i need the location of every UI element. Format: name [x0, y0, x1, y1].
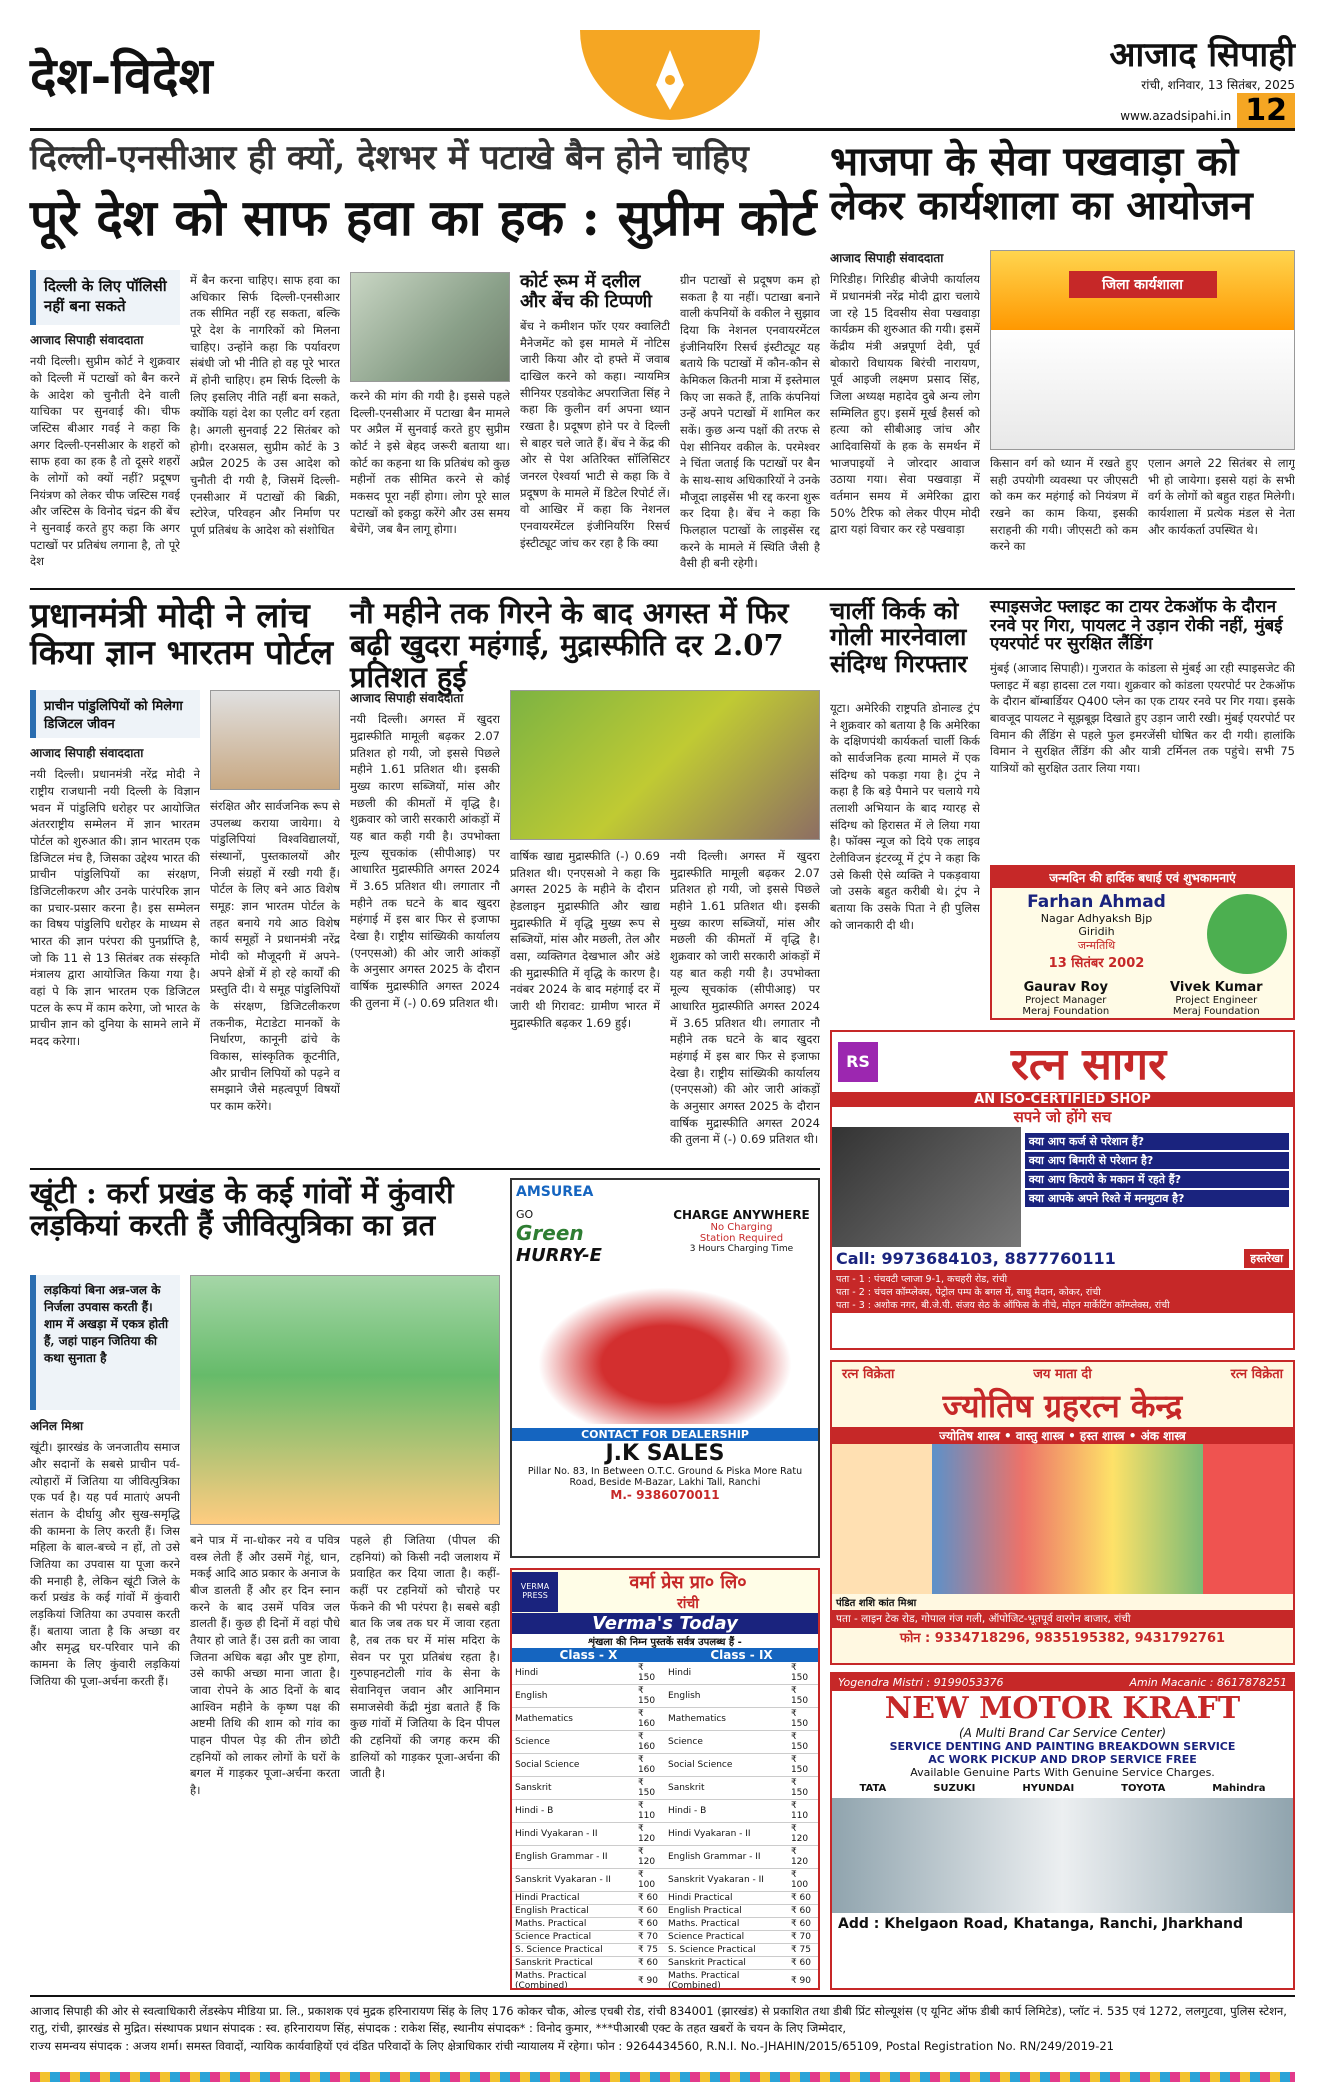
- ratna-photo: [832, 1127, 1021, 1247]
- workshop-banner: जिला कार्यशाला: [1069, 271, 1217, 298]
- birthday-dob: 13 सितंबर 2002: [1048, 956, 1145, 971]
- motor-line1: SERVICE DENTING AND PAINTING BREAKDOWN SERVICE: [889, 1740, 1236, 1753]
- inflation-col1: [350, 690, 500, 1160]
- ratna-addr3: पता - 3 : अशोक नगर, बी.जे.पी. संजय सेठ के ऑफिस के नीचे, मोहन मार्केटिंग कॉम्प्लेक्स, रांची: [836, 1300, 1170, 1311]
- imprint-line2: राज्य समन्वय संपादक : अजय शर्मा। समस्त विवादों, न्यायिक कार्यवाहियों एवं दंडित परिवादों के लिए क्षेत्राधिकार रांची न्यायालय में रहेगा। फोन : 9264434560, R.N.I. No.-JHAHIN/2015/65109, Postal Registration No. RN/249/2019-21: [30, 2038, 1114, 2053]
- scooter-ad: [510, 1178, 820, 1558]
- price-row: [512, 1931, 818, 1944]
- price-cell: Maths. Practical (Combined): [512, 1970, 635, 1991]
- price-cell: ₹ 75: [635, 1944, 665, 1957]
- ratna-tag: AN ISO-CERTIFIED SHOP: [832, 1092, 1293, 1107]
- birthday-title: जन्मदिन की हार्दिक बधाई एवं शुभकामनाएं: [992, 867, 1293, 888]
- price-row: [512, 1905, 818, 1918]
- section-title: देश-विदेश: [30, 46, 213, 105]
- brand-name: आजाद सिपाही: [1109, 35, 1295, 75]
- scooter-contact: CONTACT FOR DEALERSHIP: [512, 1428, 818, 1441]
- inflation-body1: नयी दिल्ली। अगस्त में खुदरा मुद्रास्फीति मामूली बढ़कर 2.07 प्रतिशत हो गयी, जो इससे पिछले महीने 1.61 प्रतिशत थी। इसकी मुख्य कारण सब्जियों, मांस और मछली की कीमतों में वृद्धि है। शुक्रवार को जारी सरकारी आंकड़ों में यह बात कही गयी है। उपभोक्ता मूल्य सूचकांक (सीपीआइ) पर आधारित मुद्रास्फीति अगस्त 2024 में 3.65 प्रतिशत थी। लगातार नौ महीने तक घटने के बाद खुदरा महंगाई में इस बार फिर से इजाफा देखा है। राष्ट्रीय सांख्यिकी कार्यालय (एनएसओ) की ओर जारी आंकड़ों के अनुसार अगस्त 2025 के दौरान वार्षिक मुद्रास्फीति अगस्त 2024 की तुलना में (-) 0.69 प्रतिशत थी।: [350, 712, 500, 1010]
- gyan-body2: संरक्षित और सार्वजनिक रूप से उपलब्ध कराया जायेगा। ये पांडुलिपियां विश्वविद्यालयों, संस्थानों, पुस्तकालयों और निजी संग्रहों में रखी गयी हैं। पोर्टल के लिए बने आठ विशेष समूह: ज्ञान भारतम पोर्टल के तहत बनाये गये आठ विशेष कार्य समूहों ने प्रधानमंत्री नरेंद्र मोदी को मौजूदगी में अपने-अपने क्षेत्रों में हो रहे कार्यों की प्रस्तुति दी। ये समूह पांडुलिपियों के संरक्षण, डिजिटलीकरण तकनीक, मेटाडेटा मानकों के निर्धारण, कानूनी ढांचे के विकास, सांस्कृतिक कूटनीति, और प्राचीन लिपियों को पढ़ने व समझाने जैसे महत्वपूर्ण विषयों पर काम करेंगे।: [210, 799, 340, 1114]
- page-number: 12: [1237, 93, 1295, 128]
- price-cell: Science Practical: [512, 1931, 635, 1944]
- scooter-model: HURRY-E: [516, 1245, 602, 1266]
- ratna-q4: क्या आपके अपने रिश्ते में मनमुटाव है?: [1025, 1190, 1289, 1207]
- price-cell: Hindi: [665, 1662, 788, 1685]
- birthday-ad: [990, 865, 1295, 1020]
- jyotish-ad: [830, 1360, 1295, 1665]
- price-row: [512, 1846, 818, 1869]
- bjp-body3: एलान अगले 22 सितंबर से लागू भी हो जायेगा। इससे यहां के सभी वर्ग के लोगों को बहुत राहत मिलेगी। कार्यशाला में प्रत्येक मंडल से नेता और कार्यकर्ता उपस्थित थे।: [1148, 456, 1295, 537]
- ratna-q2: क्या आप बिमारी से परेशान है?: [1025, 1152, 1289, 1169]
- price-cell: ₹ 160: [635, 1731, 665, 1754]
- vegetable-market-photo: [510, 690, 820, 840]
- inflation-byline: आजाद सिपाही संवाददाता: [350, 691, 464, 705]
- scooter-dealer: J.K SALES: [605, 1441, 725, 1466]
- ratna-q1: क्या आप कर्ज से परेशान हैं?: [1025, 1133, 1289, 1150]
- scooter-brand: AMSUREA: [516, 1184, 594, 1200]
- price-row: [512, 1957, 818, 1970]
- lead-note: दिल्ली के लिए पॉलिसी नहीं बना सकते: [30, 270, 180, 325]
- price-cell: Science: [665, 1731, 788, 1754]
- motor-mistri[interactable]: Yogendra Mistri : 9199053376: [838, 1676, 1004, 1689]
- price-cell: ₹ 150: [635, 1685, 665, 1708]
- price-cell: English: [512, 1685, 635, 1708]
- gemstones-image: [932, 1444, 1203, 1594]
- footer-color-strip: [30, 2072, 1295, 2082]
- price-cell: Maths. Practical (Combined): [665, 1970, 788, 1991]
- modi-photo: [210, 690, 340, 790]
- price-cell: ₹ 90: [788, 1970, 818, 1991]
- wish2-role: Project Engineer: [1175, 995, 1258, 1006]
- masthead-rule: [30, 128, 1295, 131]
- price-cell: ₹ 150: [788, 1708, 818, 1731]
- motor-brands: [832, 1779, 1293, 1798]
- price-cell: Hindi Vyakaran - II: [665, 1823, 788, 1846]
- birthday-place: Giridih: [1078, 925, 1115, 938]
- price-cell: Hindi Practical: [665, 1892, 788, 1905]
- price-cell: English: [665, 1685, 788, 1708]
- price-cell: ₹ 150: [788, 1662, 818, 1685]
- jitiya-body2: बने पात्र में ना-धोकर नये व पवित्र वस्त्र लेती हैं और उसमें गेहूं, धान, मकई आदि आठ प्रकार के अनाज के बीज डालती हैं और हर दिन स्नान करने के बाद उसमें पवित्र जल डालती हैं। कुछ ही दिनों में वहां पौधे तैयार हो जाते हैं। उस व्रती का जावा जितना अधिक बढ़ा और पुष्ट होगा, उसे काफी अच्छा माना जाता है। जावा रोपने के आठ दिनों के बाद आश्विन महीने के कृष्ण पक्ष की अष्टमी तिथि की शाम को गांव का पाहन पीपल पेड़ की तीन छोटी टहनियों को लाकर लोगों के घरों के बगल में गाड़कर पूजा-अर्चना करता है।: [190, 1533, 340, 1798]
- price-cell: Science: [512, 1731, 635, 1754]
- masthead-brand: [1110, 30, 1295, 128]
- motor-sub: (A Multi Brand Car Service Center): [958, 1726, 1167, 1740]
- scooter-charge-sub3: 3 Hours Charging Time: [689, 1244, 794, 1254]
- motor-kraft-ad: [830, 1672, 1295, 1990]
- price-cell: ₹ 160: [635, 1754, 665, 1777]
- price-cell: ₹ 120: [788, 1846, 818, 1869]
- birthday-portrait: [1207, 894, 1287, 974]
- price-cell: ₹ 60: [635, 1892, 665, 1905]
- price-cell: Hindi - B: [665, 1800, 788, 1823]
- jitiya-note: लड़कियां बिना अन्न-जल के निर्जला उपवास करती हैं। शाम में अखड़ा में एकत्र होती हैं, जहां पाहन जितिया की कथा सुनाता है: [30, 1275, 180, 1410]
- price-cell: Sanskrit Vyakaran - II: [665, 1869, 788, 1892]
- price-cell: ₹ 60: [788, 1918, 818, 1931]
- inflation-body1b: नयी दिल्ली। अगस्त में खुदरा मुद्रास्फीति मामूली बढ़कर 2.07 प्रतिशत हो गयी, जो इससे पिछले महीने 1.61 प्रतिशत थी। इसकी मुख्य कारण सब्जियों, मांस और मछली की कीमतों में वृद्धि है। शुक्रवार को जारी सरकारी आंकड़ों में यह बात कही गयी है। उपभोक्ता मूल्य सूचकांक (सीपीआइ) पर आधारित मुद्रास्फीति अगस्त 2024 में 3.65 प्रतिशत थी। लगातार नौ महीने तक घटने के बाद खुदरा महंगाई में इस बार फिर से इजाफा देखा है। राष्ट्रीय सांख्यिकी कार्यालय (एनएसओ) की ओर जारी आंकड़ों के अनुसार अगस्त 2025 के दौरान वार्षिक मुद्रास्फीति अगस्त 2024 की तुलना में (-) 0.69 प्रतिशत थी।: [670, 849, 820, 1147]
- birthday-dob-label: जन्मतिथि: [1077, 939, 1116, 952]
- gyan-body1: नयी दिल्ली। प्रधानमंत्री नरेंद्र मोदी ने राष्ट्रीय राजधानी नयी दिल्ली के विज्ञान भवन में पांडुलिपि धरोहर पर आयोजित अंतरराष्ट्रीय सम्मेलन में ज्ञान भारतम पोर्टल को शुरुआत की। ज्ञान भारतम एक डिजिटल मंच है, जिसका उद्देश्य भारत की प्राचीन पांडुलिपियों का संरक्षण, डिजिटलीकरण और उनके पारंपरिक ज्ञान का प्रचार-प्रसार करना है। इस सम्मेलन का विषय पांडुलिपि धरोहर के माध्यम से भारत की ज्ञान परंपरा की पुनर्प्राप्ति है, जो कि 11 से 13 सितंबर तक संस्कृति मंत्रालय द्वारा आयोजित किया गया है। वहां पे कि ज्ञान भारतम एक डिजिटल पटल के रूप में काम करेगा, जो भारत के प्राचीन ज्ञान को दुनिया के सामने लाने में मदद करेगा।: [30, 767, 200, 1049]
- jyotish-top-left: रत्न विक्रेता: [842, 1367, 895, 1382]
- price-cell: ₹ 70: [788, 1931, 818, 1944]
- jyotish-top-mid: जय माता दी: [1033, 1367, 1092, 1382]
- lead-body4: बेंच ने कमीशन फॉर एयर क्वालिटी मैनेजमेंट को इस मामले में नोटिस जारी किया और दो हफ्ते में जवाब दाखिल करने को कहा। न्यायमित्र सीनियर एडवोकेट अपराजिता सिंह ने कहा कि कुलीन वर्ग अपना ध्यान रखता है। प्रदूषण होने पर वे दिल्ली से बाहर चले जाते हैं। बेंच ने केंद्र की ओर से पेश अतिरिक्त सॉलिसिटर जनरल ऐश्वर्या भाटी से कहा कि वे प्रदूषण के मामले में डिटेल रिपोर्ट लें। वो आखिर में कहा कि नेशनल एनवायरमेंटल इंजीनियरिंग रिसर्च इंस्टीट्यूट जांच कर रहा है कि क्या: [520, 319, 670, 550]
- divider: [30, 588, 1295, 590]
- scooter-charge-sub1: No Charging: [710, 1222, 773, 1233]
- imprint-footer: [30, 1995, 1295, 2055]
- price-cell: English Practical: [665, 1905, 788, 1918]
- price-cell: English Practical: [512, 1905, 635, 1918]
- verma-class-x: Class - X: [559, 1648, 618, 1662]
- verma-sub: शृंखला की निम्न पुस्तकें सर्वत्र उपलब्ध हैं -: [588, 1637, 742, 1648]
- kirk-headline: चार्ली किर्क को गोली मारनेवाला संदिग्ध गिरफ्तार: [830, 596, 968, 678]
- price-cell: ₹ 60: [788, 1892, 818, 1905]
- ratna-slogan: सपने जो होंगे सच: [1013, 1108, 1112, 1126]
- motor-line2: AC WORK PICKUP AND DROP SERVICE FREE: [928, 1753, 1197, 1766]
- scooter-image: [516, 1274, 814, 1424]
- brand-tata: TATA: [859, 1783, 887, 1794]
- verma-class-ix: Class - IX: [710, 1648, 773, 1662]
- ratna-q3: क्या आप किराये के मकान में रहते हैं?: [1025, 1171, 1289, 1188]
- price-cell: ₹ 75: [788, 1944, 818, 1957]
- jyotish-top-right: रत्न विक्रेता: [1230, 1367, 1283, 1382]
- lead-body5: ग्रीन पटाखों से प्रदूषण कम हो सकता है या नहीं। पटाखा बनाने वाली कंपनियों के वकील ने सुझाव दिया कि नेशनल एनवायरमेंटल इंजीनियरिंग रिसर्च इंस्टीट्यूट यह बताये कि पटाखों में कौन-कौन से केमिकल कितनी मात्रा में इस्तेमाल किए जा सकते हैं, ताकि कंपनियां उन्हें अपने पटाखों में शामिल कर सकें। कुछ अन्य पक्षों की तरफ से पेश सीनियर वकील के. परमेश्वर ने चिंता जताई कि पटाखों पर बैन के साथ-साथ अधिकारियों ने उनके मौजूदा लाइसेंस भी रद्द करना शुरू कर दिया है। बेंच ने कहा कि फिलहाल पटाखों के लाइसेंस रद्द करने के मामले में स्थिति जैसी है वैसी ही बनी रहेगी।: [680, 273, 820, 571]
- price-cell: Sanskrit Vyakaran - II: [512, 1869, 635, 1892]
- price-cell: ₹ 60: [788, 1905, 818, 1918]
- price-cell: Mathematics: [512, 1708, 635, 1731]
- motor-mechanic[interactable]: Amin Macanic : 8617878251: [1129, 1676, 1287, 1689]
- site-url[interactable]: www.azadsipahi.in: [1120, 109, 1232, 123]
- price-cell: ₹ 120: [788, 1823, 818, 1846]
- price-row: [512, 1944, 818, 1957]
- spicejet-body: मुंबई (आजाद सिपाही)। गुजरात के कांडला से मुंबई आ रही स्पाइसजेट की फ्लाइट में बड़ा हादसा टल गया। शुक्रवार को कांडला एयरपोर्ट पर टेकऑफ के दौरान बॉम्बार्डियर Q400 प्लेन का एक टायर रनवे पर गिर गया। इसके बावजूद पायलट ने सूझबूझ दिखाते हुए उड़ान जारी रखी। मुंबई एयरपोर्ट पर विमान की लैंडिंग से पहले फुल इमरजेंसी घोषित कर दी गयी। हालांकि विमान ने सुरक्षित लैंडिंग की और यात्री टर्मिनल तक पहुंचे। सभी 75 यात्रियों को सुरक्षित उतार लिया गया।: [990, 661, 1295, 776]
- price-cell: ₹ 120: [635, 1846, 665, 1869]
- price-row: [512, 1777, 818, 1800]
- price-row: [512, 1970, 818, 1991]
- price-row: [512, 1869, 818, 1892]
- price-cell: ₹ 150: [788, 1754, 818, 1777]
- scooter-green: Green: [516, 1221, 584, 1245]
- bjp-byline: आजाद सिपाही संवाददाता: [830, 251, 944, 265]
- verma-price-table: [512, 1662, 818, 1990]
- scooter-charge-title: CHARGE ANYWHERE: [673, 1208, 810, 1222]
- lead-byline: आजाद सिपाही संवाददाता: [30, 333, 144, 347]
- brand-hyundai: HYUNDAI: [1022, 1783, 1075, 1794]
- ratna-brand-mark: हस्तरेखा: [1244, 1249, 1289, 1268]
- kirk-body: यूटा। अमेरिकी राष्ट्रपति डोनाल्ड ट्रंप ने शुक्रवार को बताया है कि अमेरिका के दक्षिणपंथी कार्यकर्ता चार्ली किर्क को सार्वजनिक हत्या मामले में एक संदिग्ध को पकड़ा गया है। ट्रंप ने कहा है कि बड़े पैमाने पर चलाये गये तलाशी अभियान के बाद ग्यारह से संदिग्ध को हिरासत में ले लिया गया है। फॉक्स न्यूज को दिये एक लाइव टेलीविजन इंटरव्यू में ट्रंप ने कहा कि उसे किसी ऐसे व्यक्ति ने पकड़वाया जो उसके बहुत करीबी थे। ट्रंप ने बताया कि उसके पिता ने ही पुलिस को जानकारी दी थी।: [830, 701, 980, 932]
- price-row: [512, 1892, 818, 1905]
- price-cell: ₹ 120: [635, 1823, 665, 1846]
- gyan-note: प्राचीन पांडुलिपियों को मिलेगा डिजिटल जीवन: [30, 690, 200, 738]
- lead-body2: में बैन करना चाहिए। साफ हवा का अधिकार सिर्फ दिल्ली-एनसीआर तक सीमित नहीं रह सकता, बल्कि पूरे देश के नागरिकों को मिलना चाहिए। उन्होंने कहा कि पर्यावरण संबंधी जो भी नीति हो वह पूरे भारत में होनी चाहिए। हम सिर्फ दिल्ली के लिए इसलिए नीति नहीं बना सकते, क्योंकि यहां देश का एलीट वर्ग रहता है। अगली सुनवाई 22 सितंबर को होगी। दरअसल, सुप्रीम कोर्ट के 3 अप्रैल 2025 के उस आदेश को चुनौती दी गयी है, जिसमें दिल्ली-एनसीआर में पटाखों की बिक्री, स्टोरेज, परिवहन और निर्माण पर पूर्ण प्रतिबंध के आदेश को संशोधित: [190, 273, 340, 538]
- scooter-addr: Pillar No. 83, In Between O.T.C. Ground & Piska More Ratu Road, Beside M-Bazar, Lakhi Tall, Ranchi: [527, 1466, 803, 1488]
- jitiya-body1: खूंटी। झारखंड के जनजातीय समाज और सदानों के सबसे प्राचीन पर्व-त्योहारों में जितिया या जीवित्पुत्रिका एक पर्व है। यह पर्व माताएं अपनी संतान के दीर्घायु और सुख-समृद्धि की कामना के लिए करती हैं। जिस महिला के बाल-बच्चे न हों, तो उसे जितिया का उपवास या पूजा करने की मनाही है, लेकिन खूंटी जिले के कर्रा प्रखंड के कई गांवों में कुंवारी लड़कियां जितिया का उपवास करती हैं। बताया जाता है कि अच्छा वर और समृद्ध घर-परिवार पाने की कामना के लिए कुंवारी लड़कियां जितिया की पूजा-अर्चना करती हैं।: [30, 1440, 180, 1688]
- motor-addr: Add : Khelgaon Road, Khatanga, Ranchi, Jharkhand: [838, 1916, 1244, 1932]
- bjp-body1: गिरिडीह। गिरिडीह बीजेपी कार्यालय में प्रधानमंत्री नरेंद्र मोदी द्वारा चलाये जा रहे 15 दिवसीय सेवा पखवाड़ा कार्यक्रम की शुरुआत की गयी। इसमें केंद्रीय मंत्री अन्नपूर्णा देवी, पूर्व बोकारो विधायक बिरंची नारायण, पूर्व आइजी लक्ष्मण प्रसाद सिंह, जिला अध्यक्ष महादेव दुबे अन्य लोग सम्मिलित हुए। इसमें मूर्ख हैसर्स को हत्या को सीबीआइ जांच और आदिवासियों के हक के समर्थन में भाजपाइयों ने जोरदार आवाज उठाया गया। सेवा पखवाड़ा में वर्तमान समय में अमेरिका द्वारा 50% टैरिफ को लेकर पीएम मोदी द्वारा यहां विचार कर रहे पखवाड़ा: [830, 272, 980, 537]
- ratna-addr2: पता - 2 : चंचल कॉम्प्लेक्स, पेट्रोल पम्प के बगल में, साधु मैदान, कोकर, रांची: [836, 1287, 1101, 1298]
- ratna-title: रत्न सागर: [1010, 1039, 1167, 1090]
- motor-line3: Available Genuine Parts With Genuine Service Charges.: [910, 1766, 1215, 1779]
- verma-city: रांची: [677, 1596, 699, 1612]
- price-cell: ₹ 90: [635, 1970, 665, 1991]
- price-cell: Maths. Practical: [512, 1918, 635, 1931]
- lead-body1: नयी दिल्ली। सुप्रीम कोर्ट ने शुक्रवार को दिल्ली में पटाखों को बैन करने के आदेश को चुनौती देने वाली याचिका पर सुनवाई की। चीफ जस्टिस बीआर गवई ने कहा कि अगर दिल्ली-एनसीआर के शहरों को साफ हवा का हक है तो दूसरे शहरों के लोगों को क्यों नहीं? प्रदूषण नियंत्रण को लेकर चीफ जस्टिस गवई और जस्टिस के विनोद चंद्रन की बेंच ने सुनवाई करते हुए कहा कि अगर पटाखों पर प्रतिबंध लगाना है, तो पूरे देश: [30, 354, 180, 569]
- price-cell: Social Science: [665, 1754, 788, 1777]
- price-cell: ₹ 150: [635, 1777, 665, 1800]
- price-cell: ₹ 150: [635, 1662, 665, 1685]
- price-cell: Sanskrit Practical: [512, 1957, 635, 1970]
- lead-body3: करने की मांग की गयी है। इससे पहले दिल्ली-एनसीआर में पटाखा बैन मामले पर अप्रैल में सुनवाई करते हुए सुप्रीम कोर्ट ने इसे बेहद जरूरी बताया था। कोर्ट का कहना था कि प्रतिबंध को कुछ महीनों तक सीमित करने से कोई मकसद पूरा नहीं होगा। लोग पूरे साल पटाखों को इकट्ठा करेंगे और उस समय बेचेंगे, जब बैन लागू होगा।: [350, 389, 510, 537]
- price-row: [512, 1754, 818, 1777]
- car-service-photos: [832, 1798, 1293, 1913]
- motor-title: NEW MOTOR KRAFT: [884, 1691, 1241, 1726]
- lead-col1: [30, 332, 180, 582]
- lead-headline: पूरे देश को साफ हवा का हक : सुप्रीम कोर्ट: [30, 188, 817, 247]
- bjp-col1: [830, 250, 980, 580]
- verma-brand: Verma's Today: [512, 1613, 818, 1634]
- price-cell: Hindi Practical: [512, 1892, 635, 1905]
- price-cell: ₹ 110: [635, 1800, 665, 1823]
- scooter-charge-sub2: Station Required: [699, 1233, 784, 1244]
- price-cell: ₹ 150: [788, 1777, 818, 1800]
- jyotish-title: ज्योतिष ग्रहरत्न केन्द्र: [942, 1387, 1183, 1425]
- jyotish-phone[interactable]: फोन : 9334718296, 9835195382, 9431792761: [899, 1631, 1226, 1646]
- lead-kicker: दिल्ली-एनसीआर ही क्यों, देशभर में पटाखे बैन होने चाहिए: [30, 138, 749, 178]
- price-cell: ₹ 60: [635, 1905, 665, 1918]
- gyan-byline: आजाद सिपाही संवाददाता: [30, 746, 144, 760]
- workshop-photo: [990, 250, 1295, 450]
- birthday-name: Farhan Ahmad: [1027, 892, 1166, 912]
- price-cell: Hindi Vyakaran - II: [512, 1823, 635, 1846]
- wish1-name: Gaurav Roy: [1023, 980, 1108, 995]
- price-cell: Hindi: [512, 1662, 635, 1685]
- price-cell: Hindi - B: [512, 1800, 635, 1823]
- price-cell: Sanskrit: [665, 1777, 788, 1800]
- brand-toyota: TOYOTA: [1121, 1783, 1166, 1794]
- brand-mahindra: Mahindra: [1212, 1783, 1266, 1794]
- price-cell: ₹ 60: [635, 1918, 665, 1931]
- price-cell: Science Practical: [665, 1931, 788, 1944]
- verma-logo: VERMA PRESS: [512, 1572, 558, 1612]
- durga-image: [1203, 1444, 1293, 1594]
- price-row: [512, 1800, 818, 1823]
- verma-title: वर्मा प्रेस प्रा० लि०: [629, 1572, 747, 1593]
- divider: [30, 1168, 820, 1170]
- price-cell: ₹ 60: [635, 1957, 665, 1970]
- rs-logo: RS: [838, 1042, 878, 1082]
- lead-subhead: कोर्ट रूम में दलील और बेंच की टिप्पणी: [520, 271, 652, 312]
- ratna-addr1: पता - 1 : पंचवटी प्लाजा 9-1, कचहरी रोड, रांची: [836, 1274, 1008, 1285]
- verma-press-ad: [510, 1568, 820, 1990]
- price-cell: ₹ 70: [635, 1931, 665, 1944]
- price-row: [512, 1823, 818, 1846]
- jitiya-headline: खूंटी : कर्रा प्रखंड के कई गांवों में कुंवारी लड़कियां करती हैं जीवित्पुत्रिका का व्रत: [30, 1176, 454, 1242]
- price-cell: Sanskrit Practical: [665, 1957, 788, 1970]
- price-cell: S. Science Practical: [512, 1944, 635, 1957]
- jitiya-illustration: [190, 1275, 500, 1525]
- price-cell: ₹ 150: [788, 1685, 818, 1708]
- price-cell: ₹ 100: [635, 1869, 665, 1892]
- ratna-call[interactable]: Call: 9973684103, 8877760111: [836, 1249, 1116, 1268]
- scooter-mobile[interactable]: M.- 9386070011: [610, 1488, 720, 1502]
- imprint-line1: आजाद सिपाही की ओर से स्वत्वाधिकारी लेंडस्केप मीडिया प्रा. लि., प्रकाशक एवं मुद्रक हरिनारायण सिंह के लिए 176 कोकर चौक, ओल्ड एचबी रोड, रांची 834001 (झारखंड) से प्रकाशित तथा डीबी प्रिंट सोल्यूशंस (ए यूनिट ऑफ डीबी कार्प लिमिटेड), प्लॉट नं. 535 एवं 1272, ललगुटवा, पुलिस स्टेशन, रातु, रांची, झारखंड से मुद्रित। संस्थापक प्रधान संपादक : स्व. हरिनारायण सिंह, संपादक : राकेश सिंह, स्थानीय संपादक* : विनोद कुमार, ***पीआरबी एक्ट के तहत खबरों के चयन के लिए जिम्मेदार,: [30, 2004, 1287, 2036]
- price-cell: S. Science Practical: [665, 1944, 788, 1957]
- price-row: [512, 1685, 818, 1708]
- supreme-court-photo: [350, 272, 510, 382]
- price-cell: ₹ 100: [788, 1869, 818, 1892]
- price-cell: ₹ 110: [788, 1800, 818, 1823]
- price-cell: ₹ 60: [788, 1957, 818, 1970]
- jitiya-col1: [30, 1418, 180, 1990]
- price-cell: Social Science: [512, 1754, 635, 1777]
- wish1-role: Project Manager: [1025, 995, 1107, 1006]
- jitiya-byline: अनिल मिश्रा: [30, 1419, 84, 1433]
- jyotish-person: पंडित शशि कांत मिश्रा: [836, 1598, 917, 1609]
- birthday-role: Nagar Adhyaksh Bjp: [1040, 912, 1153, 925]
- scooter-go: GO: [516, 1208, 534, 1221]
- pen-nib-logo: [580, 30, 760, 130]
- brand-suzuki: SUZUKI: [933, 1783, 976, 1794]
- wish2-name: Vivek Kumar: [1169, 980, 1263, 995]
- price-cell: ₹ 160: [635, 1708, 665, 1731]
- price-row: [512, 1918, 818, 1931]
- price-cell: Maths. Practical: [665, 1918, 788, 1931]
- ratna-sagar-ad: [830, 1030, 1295, 1350]
- jyotish-addr: पता - लाइन टेक रोड, गोपाल गंज गली, ऑपोजिट-भूतपूर्व वारगेन बाजार, रांची: [832, 1610, 1293, 1628]
- price-cell: Sanskrit: [512, 1777, 635, 1800]
- bjp-headline: भाजपा के सेवा पखवाड़ा को लेकर कार्यशाला का आयोजन: [830, 138, 1253, 229]
- spicejet-headline: स्पाइसजेट फ्लाइट का टायर टेकऑफ के दौरान रनवे पर गिरा, पायलट ने उड़ान रोकी नहीं, मुंबई एयरपोर्ट पर सुरक्षित लैंडिंग: [990, 597, 1283, 655]
- jyotish-portrait: [832, 1444, 932, 1594]
- gyan-col1: [30, 745, 200, 1160]
- price-row: [512, 1731, 818, 1754]
- bjp-body2: किसान वर्ग को ध्यान में रखते हुए सही उपयोगी व्यवस्था पर जीएसटी को कम कर महंगाई को नियंत्रण में रखने का काम किया, इसकी सराहनी की गयी। जीएसटी को कम करने का: [990, 456, 1138, 554]
- wish1-org: Meraj Foundation: [1022, 1006, 1110, 1017]
- price-cell: ₹ 150: [788, 1731, 818, 1754]
- issue-date: रांची, शनिवार, 13 सितंबर, 2025: [1141, 78, 1295, 92]
- gyan-headline: प्रधानमंत्री मोदी ने लांच किया ज्ञान भारतम पोर्टल: [30, 596, 334, 674]
- jyotish-services: ज्योतिष शास्त्र • वास्तु शास्त्र • हस्त शास्त्र • अंक शास्त्र: [832, 1427, 1293, 1444]
- price-cell: English Grammar - II: [512, 1846, 635, 1869]
- price-cell: English Grammar - II: [665, 1846, 788, 1869]
- wish2-org: Meraj Foundation: [1172, 1006, 1260, 1017]
- price-cell: Mathematics: [665, 1708, 788, 1731]
- jitiya-body3: पहले ही जितिया (पीपल की टहनियां) को किसी नदी जलाशय में प्रवाहित कर दिया जाता है। कहीं-कहीं पर टहनियों को चौराहे पर फेंकने की भी परंपरा है। सबसे बड़ी बात कि जब तक घर में जावा रहता है, तब तक घर में मांस मदिरा के सेवन पर पूरा प्रतिबंध रहता है। गुरुपाहनटोली गांव के सेना के सेवानिवृत्त जवान और आनिमान समाजसेवी केंद्री मुंडा बताते हैं कि कुछ गांवों में जितिया के दिन पीपल की टहनियों की जगह करम की डालियों को गाड़कर पूजा-अर्चना की जाती है।: [350, 1533, 500, 1781]
- inflation-body2: वार्षिक खाद्य मुद्रास्फीति (-) 0.69 प्रतिशत थी। एनएसओ ने कहा कि अगस्त 2025 के महीने के दौरान हेडलाइन मुद्रास्फीति और खाद्य मुद्रास्फीति में वृद्धि मुख्य रूप से सब्जियों, मांस और मछली, तेल और वसा, व्यक्तिगत देखभाल और अंडे की मुद्रास्फीति में वृद्धि के कारण है। नवंबर 2024 के बाद महंगाई दर में जारी थी गिरावट: ग्रामीण भारत में मुद्रास्फीति बढ़कर 1.69 हुई।: [510, 849, 660, 1030]
- price-row: [512, 1662, 818, 1685]
- price-row: [512, 1708, 818, 1731]
- inflation-headline: नौ महीने तक गिरने के बाद अगस्त में फिर बढ़ी खुदरा महंगाई, मुद्रास्फीति दर 2.07 प्रतिशत हुई: [350, 596, 789, 694]
